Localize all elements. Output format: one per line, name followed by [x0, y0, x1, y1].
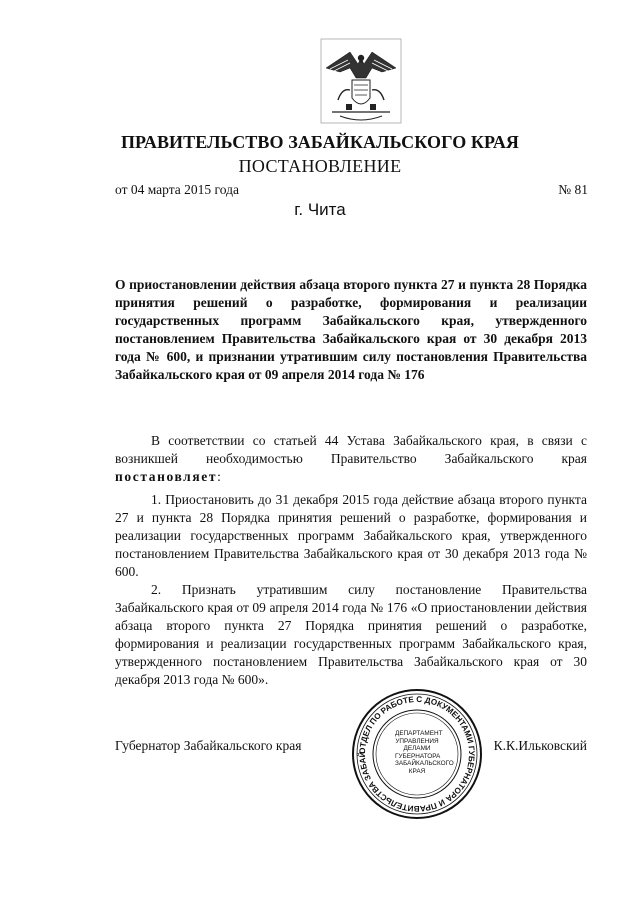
item-2-paragraph: 2. Признать утратившим силу постановление Правительства Забайкальского края от 09 апреля 2014 года № 176 «О приостановлении действия абзаца второго пункта 27 Порядка принятия решений о разработке, формирования и реализации государственных программ Забайкальского края, утвержденного постановлением Правительства Забайкальского края от 30 декабря 2013 года № 600».: [115, 582, 587, 687]
document-city: г. Чита: [294, 200, 346, 219]
resolves-word: постановляет: [115, 469, 218, 484]
document-date: от 04 марта 2015 года: [115, 182, 239, 197]
coat-of-arms-emblem: [320, 38, 402, 124]
document-type: ПОСТАНОВЛЕНИЕ: [238, 156, 402, 176]
official-stamp: [351, 688, 483, 820]
resolves-colon: :: [217, 469, 221, 484]
signer-position: Губернатор Забайкальского края: [115, 738, 302, 753]
organization-name: ПРАВИТЕЛЬСТВО ЗАБАЙКАЛЬСКОГО КРАЯ: [120, 132, 520, 152]
preamble-paragraph: [115, 432, 587, 486]
stamp-inner-text: ДЕПАРТАМЕНТ УПРАВЛЕНИЯ ДЕЛАМИ ГУБЕРНАТОРА ЗАБАЙКАЛЬСКОГО КРАЯ: [395, 730, 454, 775]
document-title: О приостановлении действия абзаца второго пункта 27 и пункта 28 Порядка принятия решений о разработке, формирования и реализации государственных программ Забайкальского края, утвержденного постановлением Правительства Забайкальского края от 30 декабря 2013 года № 600, и признании утратившим силу постановления Правительства Забайкальского края от 09 апреля 2014 года № 176: [115, 277, 587, 383]
stamp-ring-text: ОТДЕЛ ПО РАБОТЕ С ДОКУМЕНТАМИ ГУБЕРНАТОРА И ПРАВИТЕЛЬСТВА ЗАБАЙ: [357, 694, 477, 814]
document-number: № 81: [558, 182, 588, 197]
preamble-text: В соответствии со статьей 44 Устава Забайкальского края, в связи с возникшей необходимостью Правительство Забайкальского края: [115, 433, 587, 466]
signer-name: К.К.Ильковский: [493, 738, 587, 753]
item-1-paragraph: 1. Приостановить до 31 декабря 2015 года действие абзаца второго пункта 27 и пункта 28 Порядка принятия решений о разработке, формирования и реализации государственных программ Забайкальского края, утвержденного постановлением Правительства Забайкальского края от 30 декабря 2013 года № 600.: [115, 492, 587, 579]
